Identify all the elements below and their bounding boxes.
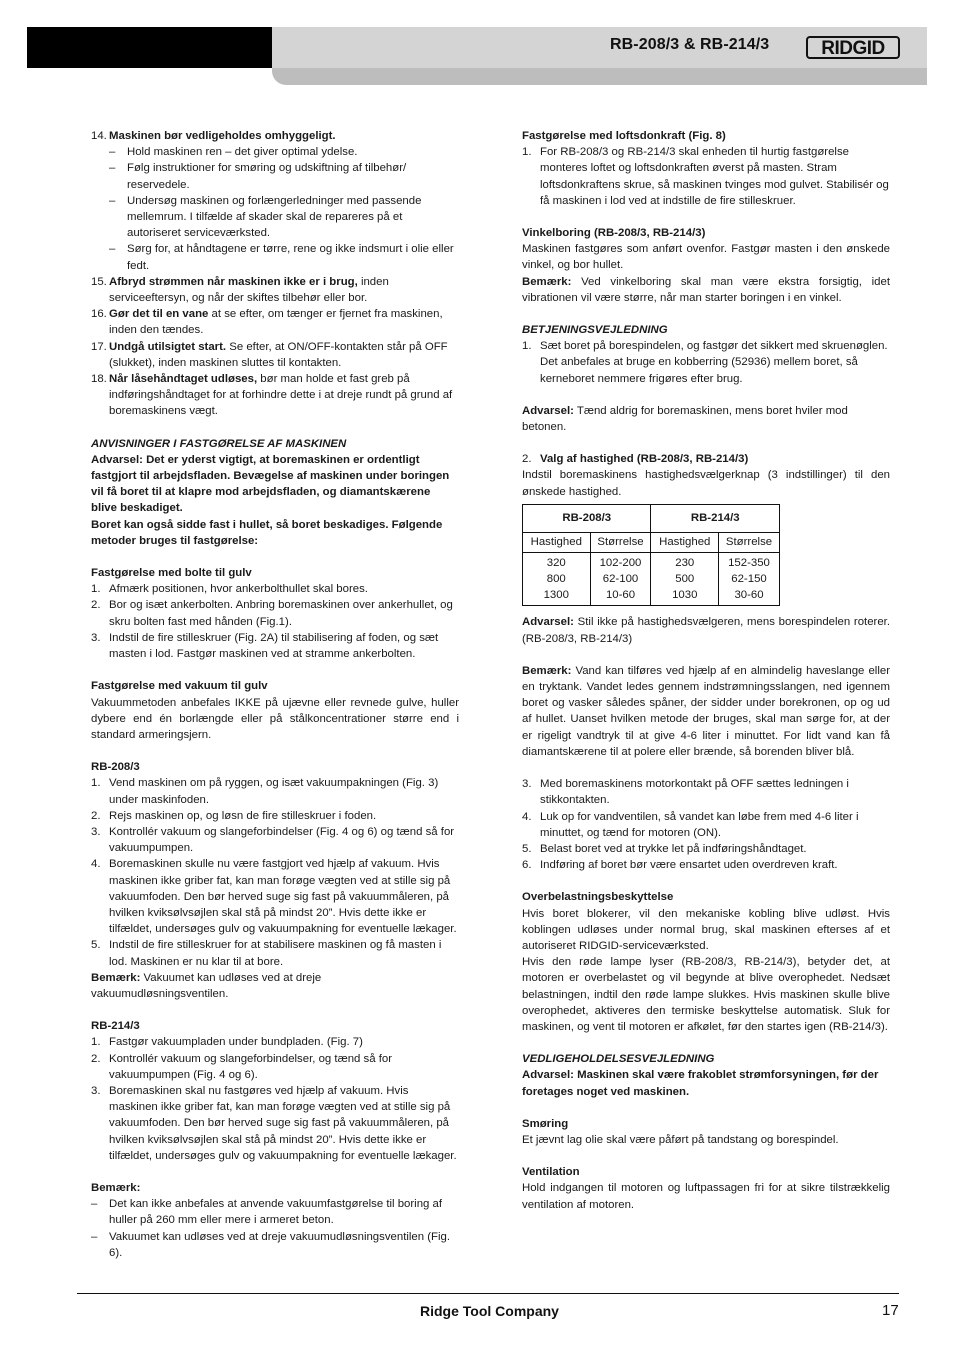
list-item: 3. Kontrollér vakuum og slangeforbindelser (Fig. 4 og 6) og tænd så for vakuumpumpen. (91, 825, 455, 855)
paragraph: Vakuummetoden anbefales IKKE på ujævne eller revnede gulve, huller dybere end én borlængde eller på stålkoncentrationer større end i standard armeringsjern. (91, 696, 459, 741)
table-cell: 320 800 1300 (523, 552, 591, 606)
table-header: RB-214/3 (651, 504, 780, 532)
list-item: 15. Afbryd strømmen når maskinen ikke er i brug, inden serviceeftersyn, og når der skiftes tilbehør eller bor. (91, 275, 389, 305)
subheading: Overbelastningsbeskyttelse (522, 891, 674, 904)
list-item: 2. Valg af hastighed (RB-208/3, RB-214/3) (522, 453, 749, 466)
list-item: 1. For RB-208/3 og RB-214/3 skal enheden til hurtig fastgørelse monteres loftet og loftsdonkraften øverst på masten. Stram loftsdonkraftens skrue, så maskinen tvinges mod gulvet. Stabilisér og få maskinen i lod ved at indstille de fire stilleskruer. (522, 146, 889, 207)
page-number: 17 (882, 1302, 899, 1319)
list-item: 5. Indstil de fire stilleskruer for at stabilisere maskinen og få masten i lod. Maskinen er nu klar til at bore. (91, 939, 442, 968)
section-heading: BETJENINGSVEJLEDNING (522, 324, 668, 337)
list-item: 4. Boremaskinen skulle nu være fastgjort ved hjælp af vakuum. Hvis maskinen ikke griber fat, kan man forøge vægten ved at stille sig på vakuumfoden. Den bør herved suge sig fast på vakuummåleren, på hvilken kviksølvsøjlen skal stå på mindst 20”. Hvis dette ikke er tilfældet, undersøges gulv og vakuumpakning for eventuelle lækager. (91, 858, 457, 936)
table-cell: 102-200 62-100 10-60 (590, 552, 651, 606)
list-item: 2. Kontrollér vakuum og slangeforbindelser, og tænd så for vakuumpumpen (Fig. 4 og 6). (91, 1052, 393, 1081)
paragraph: Hvis boret blokerer, vil den mekaniske kobling blive udløst. Hvis koblingen udløses under normal brug, skal maskinen efterses af et autoriseret RIDGID-serviceværksted. (522, 907, 890, 952)
list-item: – Undersøg maskinen og forlængerledninger med passende mellemrum. I tilfælde af skader skal de repareres på et autoriseret serviceværksted. (109, 194, 422, 240)
list-item: 1. Vend maskinen om på ryggen, og isæt vakuumpakningen (Fig. 3) under maskinfoden. (91, 777, 439, 806)
ridgid-logo (806, 34, 900, 61)
list-item: 3. Boremaskinen skal nu fastgøres ved hjælp af vakuum. Hvis maskinen ikke griber fat, kan man forøge vægten ved at stille sig på vakuumfoden. Den bør herved suge sig fast på vakuummåleren, på hvilken kviksølvsøjlen skal stå på mindst 20”. Hvis dette ikke er tilfældet, undersøges gulv og vakuumpakning for eventuelle lækager. (91, 1084, 457, 1162)
paragraph: Indstil boremaskinens hastighedsvælgerknap (3 indstillinger) til den ønskede hastighed. (522, 469, 890, 498)
list-item: 17. Undgå utilsigtet start. Se efter, at ON/OFF-kontakten står på OFF (slukket), inden maskinen sluttes til kontakten. (91, 340, 448, 369)
subheading: RB-208/3 (91, 761, 140, 774)
note: Bemærk: Ved vinkelboring skal man være ekstra forsigtig, idet vibrationen vil være større, når man starter boringen i en vinkel. (522, 275, 890, 304)
column-header: Størrelse (719, 532, 780, 552)
column-header: Hastighed (523, 532, 591, 552)
note: Bemærk: Vakuumet kan udløses ved at dreje vakuumudløsningsventilen. (91, 971, 322, 1000)
paragraph: Hold indgangen til motoren og luftpassagen fri for at sikre tilstrækkelig ventilation af motoren. (522, 1182, 890, 1211)
speed-table (522, 504, 780, 607)
warning-text: Advarsel: Det er yderst vigtigt, at boremaskinen er ordentligt fastgjort til arbejdsfladen. Bevægelse af maskinen under boringen vil få boret til at klapre mod arbejdsfladen, og diamantskærene blive beskadiget. (91, 453, 450, 515)
list-item: – Følg instruktioner for smøring og udskiftning af tilbehør/ reservedele. (109, 162, 407, 191)
list-item: 2. Rejs maskinen op, og løsn de fire stilleskruer i foden. (91, 809, 377, 822)
subheading: Vinkelboring (RB-208/3, RB-214/3) (522, 227, 706, 240)
table-cell: 230 500 1030 (651, 552, 719, 606)
subheading: RB-214/3 (91, 1020, 140, 1033)
footer-company: Ridge Tool Company (420, 1303, 559, 1319)
list-item: 1. Sæt boret på borespindelen, og fastgør det sikkert med skruenøglen. Det anbefales at bruge en kobberring (52936) mellem boret, så kerneboret nemmere frigøres efter brug. (522, 340, 888, 385)
header-grey-tab (272, 68, 927, 85)
section-heading: VEDLIGEHOLDELSESVEJLEDNING (522, 1053, 715, 1066)
list-item: – Hold maskinen ren – det giver optimal ydelse. (109, 146, 358, 159)
list-item: 3. Indstil de fire stilleskruer (Fig. 2A) til stabilisering af foden, og sæt masten i lod. Fastgør maskinen ved at stramme ankerbolten. (91, 631, 439, 661)
paragraph: Et jævnt lag olie skal være påført på tandstang og borespindel. (522, 1133, 839, 1146)
warning-text: Boret kan også sidde fast i hullet, så boret beskadiges. Følgende metoder bruges til fastgørelse: (91, 518, 443, 547)
left-column (91, 128, 459, 1261)
list-item: 18. Når låsehåndtaget udløses, bør man holde et fast greb på indføringshåndtaget for at forhindre dette i at dreje rundt på grund af boremaskinens vægt. (91, 373, 453, 418)
table-cell: 152-350 62-150 30-60 (719, 552, 780, 606)
list-item: 6. Indføring af boret bør være ensartet uden overdreven kraft. (522, 859, 838, 872)
list-item: 2. Bor og isæt ankerbolten. Anbring boremaskinen over ankerhullet, og skru bolten fast med hånden (Fig.1). (91, 599, 453, 628)
subheading: Fastgørelse med bolte til gulv (91, 567, 252, 580)
subheading: Ventilation (522, 1166, 580, 1179)
subheading: Bemærk: (91, 1181, 141, 1194)
subheading: Fastgørelse med loftsdonkraft (Fig. 8) (522, 130, 726, 142)
warning-text: Advarsel: Tænd aldrig for boremaskinen, mens boret hviler mod betonen. (522, 404, 848, 434)
warning-text: Advarsel: Maskinen skal være frakoblet strømforsyningen, før der foretages noget ved maskinen. (522, 1069, 879, 1098)
list-item: 14. Maskinen bør vedligeholdes omhyggeligt. (91, 130, 336, 142)
paragraph: Maskinen fastgøres som anført ovenfor. Fastgør masten i den ønskede vinkel, og bor hullet. (522, 243, 890, 272)
list-item: – Vakuumet kan udløses ved at dreje vakuumudløsningsventilen (Fig. 6). (91, 1230, 451, 1259)
right-column (522, 128, 890, 1213)
column-header: Hastighed (651, 532, 719, 552)
subheading: Fastgørelse med vakuum til gulv (91, 680, 268, 693)
list-item: – Det kan ikke anbefales at anvende vakuumfastgørelse til boring af huller på 260 mm eller mere i armeret beton. (91, 1198, 443, 1227)
document-title: RB-208/3 & RB-214/3 (610, 36, 770, 53)
paragraph: Hvis den røde lampe lyser (RB-208/3, RB-214/3), betyder det, at motoren er overbelastet og vil begynde at blive overophedet. Nedsæt belastningen, indtil den røde lampe slukkes. Hvis maskinen skulle blive overophedet, aktiveres den termiske beskyttelse automatisk. Sluk for maskinen, og vent til motoren er afkølet, før den startes igen (RB-214/3). (522, 956, 890, 1033)
list-item: 5. Belast boret ved at trykke let på indføringshåndtaget. (522, 842, 807, 855)
list-item: 1. Afmærk positionen, hvor ankerbolthullet skal bores. (91, 583, 368, 596)
header-black-bar (27, 27, 273, 68)
note: Bemærk: Vand kan tilføres ved hjælp af en almindelig haveslange eller en tryktank. Vandet ledes gennem indstrømningsslangen, ned igennem boret og vasker således spåner, der sidder under borekronen, op og ud af hullet. Uanset hvilken metode der bruges, skal man sørge for, at der er rigeligt vandtryk til at give 4-6 liter i minuttet. For lidt vand kan få diamantskærene til at polere eller brænde, så borenden bliver blå. (522, 664, 890, 758)
subheading: Smøring (522, 1117, 569, 1130)
column-header: Størrelse (590, 532, 651, 552)
logo-text: RIDGID (821, 38, 885, 59)
footer-rule (77, 1293, 899, 1294)
warning-text: Advarsel: Stil ikke på hastighedsvælgeren, mens borespindelen roterer. (RB-208/3, RB-214/3) (522, 616, 890, 645)
section-heading: ANVISNINGER I FASTGØRELSE AF MASKINEN (91, 437, 347, 450)
list-item: – Sørg for, at håndtagene er tørre, rene og ikke indsmurt i olie eller fedt. (109, 243, 454, 272)
list-item: 16. Gør det til en vane at se efter, om tænger er fjernet fra maskinen, inden den tændes. (91, 308, 443, 337)
list-item: 1. Fastgør vakuumpladen under bundpladen. (Fig. 7) (91, 1036, 363, 1049)
list-item: 3. Med boremaskinens motorkontakt på OFF sættes ledningen i stikkontakten. (522, 778, 849, 807)
list-item: 4. Luk op for vandventilen, så vandet kan løbe frem med 4-6 liter i minuttet, og tænd for motoren (ON). (522, 810, 859, 839)
table-header: RB-208/3 (523, 504, 651, 532)
